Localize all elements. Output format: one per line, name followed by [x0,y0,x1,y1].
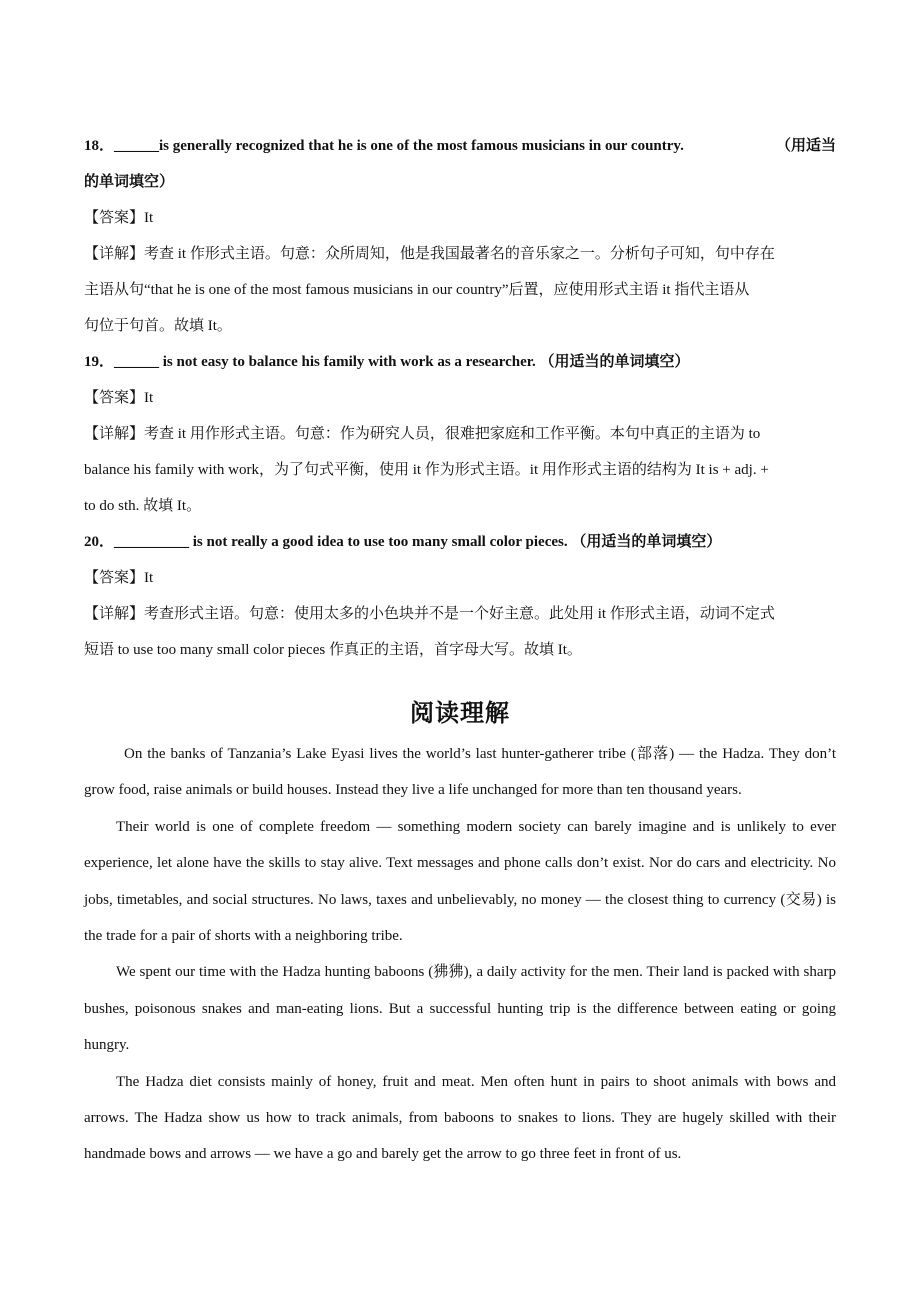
passage-paragraph-1: On the banks of Tanzania’s Lake Eyasi lives the world’s last hunter-gatherer tribe (部落) — the Hadza. They don’t grow food, raise animals or build houses. Instead they live a life unchanged for more than ten thousand years. [84,746,836,799]
question-18-hint: （用适当 [775,138,836,154]
reading-passage [84,736,836,1173]
question-18-detail-line-2: 主语从句“that he is one of the most famous musicians in our country”后置，应使用形式主语 it 指代主语从 [84,282,750,298]
question-20-detail-line-2: 短语 to use too many small color pieces 作真正的主语，首字母大写。故填 It。 [84,642,582,658]
question-20-stem: 20．__________ is not really a good idea to use too many small color pieces. （用适当的单词填空） [84,534,722,550]
question-18-detail-line-1: 【详解】考查 it 作形式主语。句意：众所周知，他是我国最著名的音乐家之一。分析句子可知，句中存在 [84,246,775,262]
question-20 [84,524,836,668]
passage-paragraph-4: The Hadza diet consists mainly of honey, fruit and meat. Men often hunt in pairs to shoot animals with bows and arrows. The Hadza show us how to track animals, from baboons to snakes to lions. They are hugely skilled with their handmade bows and arrows — we have a go and barely get the arrow to go three feet in front of us. [84,1073,836,1163]
document-page [84,128,836,1173]
question-20-answer: 【答案】It [84,570,154,586]
question-19-detail-line-2: balance his family with work，为了句式平衡，使用 it 作为形式主语。it 用作形式主语的结构为 It is + adj. + [84,462,769,478]
question-19-detail-line-1: 【详解】考查 it 用作形式主语。句意：作为研究人员，很难把家庭和工作平衡。本句中真正的主语为 to [84,426,761,442]
question-19-answer: 【答案】It [84,390,154,406]
question-18-answer: 【答案】It [84,210,154,226]
question-18 [84,128,836,344]
question-19-detail-line-3: to do sth. 故填 It。 [84,498,202,514]
passage-paragraph-2: Their world is one of complete freedom — something modern society can barely imagine and is unlikely to ever experience, let alone have the skills to stay alive. Text messages and phone calls don’t exist. Nor do cars and electricity. No jobs, timetables, and social structures. No laws, taxes and unbelievably, no money — the closest thing to currency (交易) is the trade for a pair of shorts with a neighboring tribe. [84,818,836,945]
question-18-detail-line-3: 句位于句首。故填 It。 [84,318,232,334]
passage-paragraph-3: We spent our time with the Hadza hunting baboons (狒狒), a daily activity for the men. Their land is packed with sharp bushes, poisonous snakes and man-eating lions. But a successful hunting trip is the difference between eating or going hungry. [84,964,836,1054]
question-18-stem-text: 18．______is generally recognized that he is one of the most famous musicians in our country. [84,138,684,154]
section-title: 阅读理解 [410,699,510,727]
question-20-detail-line-1: 【详解】考查形式主语。句意：使用太多的小色块并不是一个好主意。此处用 it 作形式主语，动词不定式 [84,606,775,622]
question-18-stem-continued: 的单词填空） [84,174,175,190]
question-19-stem: 19．______ is not easy to balance his family with work as a researcher. （用适当的单词填空） [84,354,690,370]
question-19 [84,344,836,524]
question-18-stem [84,128,836,164]
